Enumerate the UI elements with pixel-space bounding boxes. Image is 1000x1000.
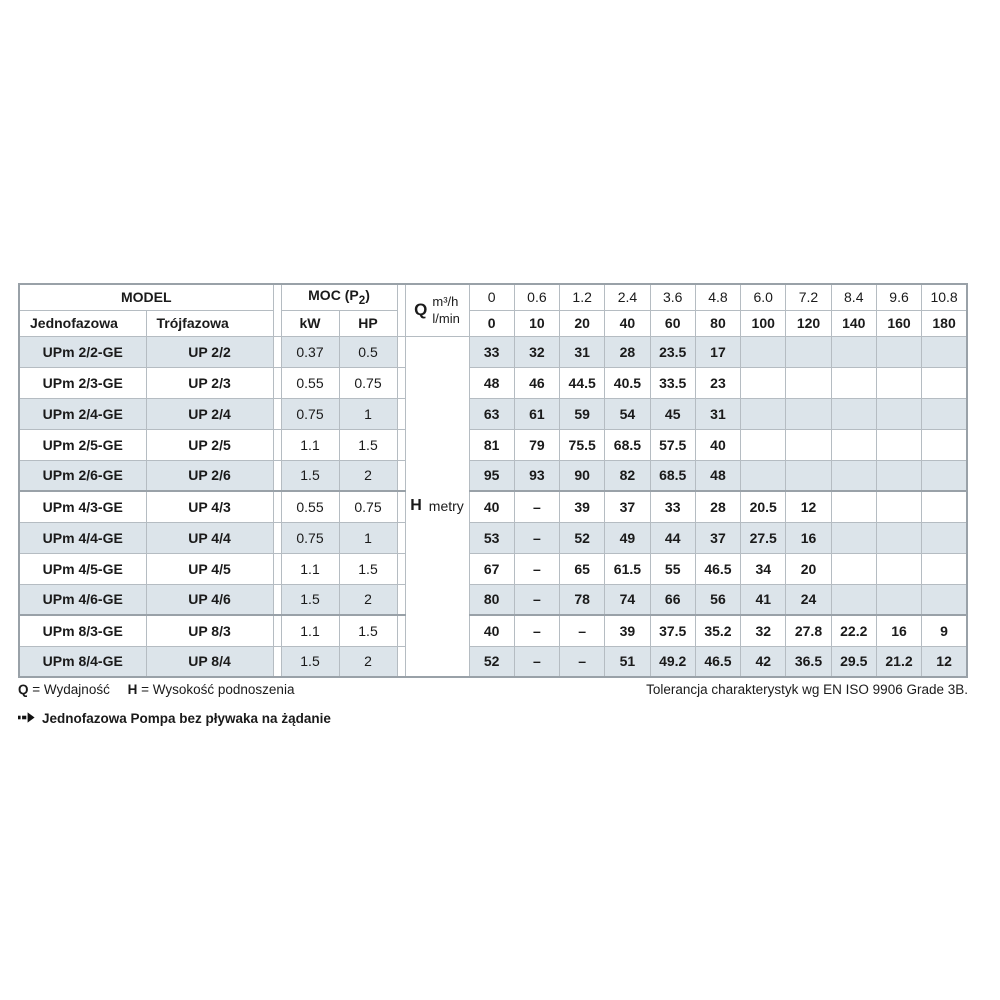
q-lmin-value: 100 bbox=[741, 310, 786, 336]
hp-value-cell: 1.5 bbox=[339, 553, 397, 584]
head-value-cell: 52 bbox=[469, 646, 514, 677]
table-body bbox=[19, 336, 967, 677]
column-gap bbox=[397, 460, 405, 491]
hp-value-cell: 0.5 bbox=[339, 336, 397, 367]
head-value-cell bbox=[876, 553, 921, 584]
q-lmin-value: 140 bbox=[831, 310, 876, 336]
column-gap bbox=[273, 336, 281, 367]
head-value-cell: 45 bbox=[650, 398, 695, 429]
head-value-cell: 40 bbox=[469, 615, 514, 646]
head-value-cell: 16 bbox=[786, 522, 831, 553]
header-row-2 bbox=[19, 310, 967, 336]
column-gap bbox=[273, 284, 281, 336]
head-value-cell: 49 bbox=[605, 522, 650, 553]
q-m3h-value: 10.8 bbox=[922, 284, 967, 310]
head-value-cell: 40.5 bbox=[605, 367, 650, 398]
h-unit: metry bbox=[428, 498, 464, 515]
head-value-cell: 55 bbox=[650, 553, 695, 584]
head-value-cell bbox=[786, 367, 831, 398]
header-row-1 bbox=[19, 284, 967, 310]
head-value-cell bbox=[876, 429, 921, 460]
q-lmin-value: 20 bbox=[560, 310, 605, 336]
q-m3h-value: 9.6 bbox=[876, 284, 921, 310]
q-unit-m3h: m³/h bbox=[432, 293, 459, 309]
trojfazowa-model-cell: UP 2/4 bbox=[146, 398, 273, 429]
kw-value-cell: 1.5 bbox=[281, 646, 339, 677]
head-value-cell bbox=[922, 336, 967, 367]
head-value-cell bbox=[741, 398, 786, 429]
head-value-cell: 40 bbox=[469, 491, 514, 522]
table-row bbox=[19, 429, 967, 460]
kw-value-cell: 0.75 bbox=[281, 522, 339, 553]
head-value-cell: 23 bbox=[695, 367, 740, 398]
moc-column-group-header bbox=[281, 284, 397, 310]
q-m3h-value: 6.0 bbox=[741, 284, 786, 310]
arrow-icon bbox=[18, 711, 35, 726]
trojfazowa-column-header: Trójfazowa bbox=[146, 310, 273, 336]
head-value-cell: 78 bbox=[560, 584, 605, 615]
head-value-cell: 32 bbox=[514, 336, 559, 367]
jednofazowa-model-cell: UPm 8/4-GE bbox=[19, 646, 146, 677]
column-gap bbox=[397, 491, 405, 522]
column-gap bbox=[397, 584, 405, 615]
head-value-cell: 95 bbox=[469, 460, 514, 491]
head-value-cell: – bbox=[514, 646, 559, 677]
head-value-cell bbox=[922, 553, 967, 584]
trojfazowa-model-cell: UP 2/6 bbox=[146, 460, 273, 491]
head-value-cell bbox=[922, 522, 967, 553]
legend-h-label: H bbox=[127, 682, 138, 697]
q-lmin-value: 160 bbox=[876, 310, 921, 336]
head-value-cell: 16 bbox=[876, 615, 921, 646]
column-gap bbox=[397, 553, 405, 584]
trojfazowa-model-cell: UP 8/3 bbox=[146, 615, 273, 646]
head-value-cell: 39 bbox=[560, 491, 605, 522]
hp-value-cell: 2 bbox=[339, 646, 397, 677]
footnote-note-row bbox=[18, 711, 331, 726]
q-flow-header bbox=[405, 284, 469, 336]
trojfazowa-model-cell: UP 4/4 bbox=[146, 522, 273, 553]
head-value-cell: 28 bbox=[695, 491, 740, 522]
trojfazowa-model-cell: UP 2/2 bbox=[146, 336, 273, 367]
q-lmin-value: 10 bbox=[514, 310, 559, 336]
pump-spec-table-wrap bbox=[18, 283, 968, 678]
tolerance-note: Tolerancja charakterystyk wg EN ISO 9906 Grade 3B. bbox=[646, 682, 968, 697]
legend-q-text: = Wydajność bbox=[32, 682, 110, 697]
head-value-cell: 21.2 bbox=[876, 646, 921, 677]
head-value-cell bbox=[876, 460, 921, 491]
head-value-cell bbox=[786, 336, 831, 367]
trojfazowa-model-cell: UP 4/6 bbox=[146, 584, 273, 615]
head-value-cell: 17 bbox=[695, 336, 740, 367]
head-value-cell bbox=[876, 584, 921, 615]
model-column-group-header: MODEL bbox=[19, 284, 273, 310]
q-m3h-value: 2.4 bbox=[605, 284, 650, 310]
table-header bbox=[19, 284, 967, 336]
head-value-cell: 37.5 bbox=[650, 615, 695, 646]
column-gap bbox=[273, 491, 281, 522]
single-phase-note: Jednofazowa Pompa bez pływaka na żądanie bbox=[42, 711, 331, 726]
head-value-cell bbox=[786, 429, 831, 460]
legend-q-label: Q bbox=[18, 682, 29, 697]
head-value-cell bbox=[741, 336, 786, 367]
q-m3h-value: 1.2 bbox=[560, 284, 605, 310]
head-value-cell bbox=[922, 460, 967, 491]
hp-value-cell: 2 bbox=[339, 460, 397, 491]
column-gap bbox=[397, 615, 405, 646]
column-gap bbox=[397, 367, 405, 398]
head-value-cell: 37 bbox=[605, 491, 650, 522]
jednofazowa-model-cell: UPm 4/4-GE bbox=[19, 522, 146, 553]
table-row bbox=[19, 336, 967, 367]
q-lmin-value: 60 bbox=[650, 310, 695, 336]
head-value-cell: – bbox=[560, 646, 605, 677]
head-value-cell: 40 bbox=[695, 429, 740, 460]
head-value-cell bbox=[831, 336, 876, 367]
table-row bbox=[19, 553, 967, 584]
moc-label: MOC (P bbox=[308, 287, 359, 304]
moc-label-sub: 2 bbox=[358, 294, 366, 308]
table-row bbox=[19, 646, 967, 677]
kw-value-cell: 1.1 bbox=[281, 429, 339, 460]
q-units bbox=[432, 293, 459, 328]
column-gap bbox=[397, 522, 405, 553]
jednofazowa-model-cell: UPm 2/2-GE bbox=[19, 336, 146, 367]
head-value-cell: 68.5 bbox=[605, 429, 650, 460]
head-value-cell: 82 bbox=[605, 460, 650, 491]
kw-value-cell: 0.55 bbox=[281, 491, 339, 522]
legend-h-text: = Wysokość podnoszenia bbox=[141, 682, 295, 697]
head-value-cell: 46.5 bbox=[695, 553, 740, 584]
hp-value-cell: 1.5 bbox=[339, 615, 397, 646]
kw-value-cell: 0.37 bbox=[281, 336, 339, 367]
table-row bbox=[19, 491, 967, 522]
head-value-cell bbox=[922, 398, 967, 429]
trojfazowa-model-cell: UP 2/3 bbox=[146, 367, 273, 398]
hp-column-header: HP bbox=[339, 310, 397, 336]
head-value-cell: 53 bbox=[469, 522, 514, 553]
head-value-cell bbox=[831, 522, 876, 553]
head-value-cell bbox=[922, 584, 967, 615]
column-gap bbox=[273, 367, 281, 398]
head-value-cell: 57.5 bbox=[650, 429, 695, 460]
head-value-cell: 35.2 bbox=[695, 615, 740, 646]
head-value-cell: 44 bbox=[650, 522, 695, 553]
kw-value-cell: 1.5 bbox=[281, 460, 339, 491]
head-value-cell: 80 bbox=[469, 584, 514, 615]
head-value-cell bbox=[876, 336, 921, 367]
head-value-cell: 48 bbox=[469, 367, 514, 398]
q-lmin-value: 120 bbox=[786, 310, 831, 336]
column-gap bbox=[397, 429, 405, 460]
hp-value-cell: 0.75 bbox=[339, 491, 397, 522]
q-m3h-value: 7.2 bbox=[786, 284, 831, 310]
jednofazowa-model-cell: UPm 4/5-GE bbox=[19, 553, 146, 584]
column-gap bbox=[273, 553, 281, 584]
head-value-cell bbox=[831, 584, 876, 615]
head-value-cell: 48 bbox=[695, 460, 740, 491]
head-value-cell: – bbox=[560, 615, 605, 646]
hp-value-cell: 2 bbox=[339, 584, 397, 615]
jednofazowa-model-cell: UPm 4/3-GE bbox=[19, 491, 146, 522]
q-m3h-value: 3.6 bbox=[650, 284, 695, 310]
head-value-cell bbox=[831, 553, 876, 584]
head-value-cell: 56 bbox=[695, 584, 740, 615]
head-value-cell: 65 bbox=[560, 553, 605, 584]
table-row bbox=[19, 398, 967, 429]
trojfazowa-model-cell: UP 8/4 bbox=[146, 646, 273, 677]
head-value-cell: – bbox=[514, 615, 559, 646]
head-value-cell bbox=[876, 491, 921, 522]
head-value-cell: 31 bbox=[695, 398, 740, 429]
head-value-cell: 46.5 bbox=[695, 646, 740, 677]
head-value-cell: 33 bbox=[469, 336, 514, 367]
h-metry-cell bbox=[405, 336, 469, 677]
head-value-cell: 12 bbox=[786, 491, 831, 522]
column-gap bbox=[397, 336, 405, 367]
head-value-cell: 27.8 bbox=[786, 615, 831, 646]
head-value-cell: 49.2 bbox=[650, 646, 695, 677]
head-value-cell bbox=[741, 460, 786, 491]
head-value-cell bbox=[876, 367, 921, 398]
column-gap bbox=[273, 460, 281, 491]
jednofazowa-model-cell: UPm 2/6-GE bbox=[19, 460, 146, 491]
head-value-cell: 74 bbox=[605, 584, 650, 615]
trojfazowa-model-cell: UP 4/3 bbox=[146, 491, 273, 522]
head-value-cell: 51 bbox=[605, 646, 650, 677]
head-value-cell: 63 bbox=[469, 398, 514, 429]
head-value-cell: 28 bbox=[605, 336, 650, 367]
q-m3h-value: 8.4 bbox=[831, 284, 876, 310]
head-value-cell bbox=[831, 367, 876, 398]
head-value-cell: 52 bbox=[560, 522, 605, 553]
head-value-cell: 41 bbox=[741, 584, 786, 615]
head-value-cell bbox=[786, 460, 831, 491]
jednofazowa-model-cell: UPm 2/4-GE bbox=[19, 398, 146, 429]
kw-value-cell: 1.1 bbox=[281, 615, 339, 646]
h-label: H bbox=[410, 497, 422, 515]
head-value-cell bbox=[922, 491, 967, 522]
head-value-cell: – bbox=[514, 491, 559, 522]
jednofazowa-model-cell: UPm 2/3-GE bbox=[19, 367, 146, 398]
head-value-cell: 54 bbox=[605, 398, 650, 429]
head-value-cell: 61.5 bbox=[605, 553, 650, 584]
column-gap bbox=[397, 284, 405, 336]
column-gap bbox=[273, 398, 281, 429]
q-m3h-value: 0.6 bbox=[514, 284, 559, 310]
q-header-content bbox=[406, 293, 469, 328]
head-value-cell: 75.5 bbox=[560, 429, 605, 460]
jednofazowa-column-header: Jednofazowa bbox=[19, 310, 146, 336]
q-m3h-value: 4.8 bbox=[695, 284, 740, 310]
head-value-cell: 33 bbox=[650, 491, 695, 522]
head-value-cell: 68.5 bbox=[650, 460, 695, 491]
moc-label-suffix: ) bbox=[365, 287, 370, 304]
hp-value-cell: 0.75 bbox=[339, 367, 397, 398]
kw-value-cell: 0.55 bbox=[281, 367, 339, 398]
column-gap bbox=[273, 522, 281, 553]
q-lmin-value: 0 bbox=[469, 310, 514, 336]
head-value-cell bbox=[741, 367, 786, 398]
h-metry-content bbox=[406, 497, 469, 515]
legend-text bbox=[18, 682, 294, 697]
head-value-cell: 12 bbox=[922, 646, 967, 677]
head-value-cell: 20 bbox=[786, 553, 831, 584]
head-value-cell: 39 bbox=[605, 615, 650, 646]
column-gap bbox=[273, 429, 281, 460]
head-value-cell: 24 bbox=[786, 584, 831, 615]
head-value-cell: 59 bbox=[560, 398, 605, 429]
head-value-cell: 32 bbox=[741, 615, 786, 646]
head-value-cell bbox=[876, 522, 921, 553]
kw-value-cell: 0.75 bbox=[281, 398, 339, 429]
head-value-cell: 44.5 bbox=[560, 367, 605, 398]
head-value-cell: 27.5 bbox=[741, 522, 786, 553]
head-value-cell: 22.2 bbox=[831, 615, 876, 646]
head-value-cell bbox=[831, 491, 876, 522]
head-value-cell: 61 bbox=[514, 398, 559, 429]
head-value-cell: 31 bbox=[560, 336, 605, 367]
head-value-cell: 81 bbox=[469, 429, 514, 460]
column-gap bbox=[273, 615, 281, 646]
column-gap bbox=[397, 646, 405, 677]
head-value-cell: 42 bbox=[741, 646, 786, 677]
trojfazowa-model-cell: UP 2/5 bbox=[146, 429, 273, 460]
head-value-cell bbox=[922, 429, 967, 460]
q-unit-lmin: l/min bbox=[432, 311, 460, 327]
footnote-legend-row bbox=[18, 682, 968, 697]
head-value-cell: 90 bbox=[560, 460, 605, 491]
head-value-cell: – bbox=[514, 522, 559, 553]
head-value-cell bbox=[786, 398, 831, 429]
q-label: Q bbox=[414, 300, 428, 320]
head-value-cell: – bbox=[514, 553, 559, 584]
head-value-cell: 33.5 bbox=[650, 367, 695, 398]
table-row bbox=[19, 460, 967, 491]
table-row bbox=[19, 367, 967, 398]
head-value-cell bbox=[876, 398, 921, 429]
table-row bbox=[19, 615, 967, 646]
q-lmin-value: 80 bbox=[695, 310, 740, 336]
head-value-cell: 79 bbox=[514, 429, 559, 460]
q-lmin-value: 180 bbox=[922, 310, 967, 336]
head-value-cell: 36.5 bbox=[786, 646, 831, 677]
head-value-cell bbox=[831, 398, 876, 429]
head-value-cell: 23.5 bbox=[650, 336, 695, 367]
head-value-cell: 37 bbox=[695, 522, 740, 553]
head-value-cell bbox=[741, 429, 786, 460]
head-value-cell: 66 bbox=[650, 584, 695, 615]
head-value-cell bbox=[831, 460, 876, 491]
kw-value-cell: 1.5 bbox=[281, 584, 339, 615]
trojfazowa-model-cell: UP 4/5 bbox=[146, 553, 273, 584]
head-value-cell: 46 bbox=[514, 367, 559, 398]
q-lmin-value: 40 bbox=[605, 310, 650, 336]
column-gap bbox=[273, 646, 281, 677]
head-value-cell: 34 bbox=[741, 553, 786, 584]
head-value-cell: – bbox=[514, 584, 559, 615]
head-value-cell: 67 bbox=[469, 553, 514, 584]
hp-value-cell: 1 bbox=[339, 522, 397, 553]
pump-spec-table bbox=[18, 283, 968, 678]
head-value-cell: 20.5 bbox=[741, 491, 786, 522]
head-value-cell bbox=[831, 429, 876, 460]
column-gap bbox=[397, 398, 405, 429]
column-gap bbox=[273, 584, 281, 615]
hp-value-cell: 1 bbox=[339, 398, 397, 429]
hp-value-cell: 1.5 bbox=[339, 429, 397, 460]
jednofazowa-model-cell: UPm 4/6-GE bbox=[19, 584, 146, 615]
head-value-cell bbox=[922, 367, 967, 398]
head-value-cell: 29.5 bbox=[831, 646, 876, 677]
kw-column-header: kW bbox=[281, 310, 339, 336]
table-row bbox=[19, 522, 967, 553]
head-value-cell: 93 bbox=[514, 460, 559, 491]
jednofazowa-model-cell: UPm 2/5-GE bbox=[19, 429, 146, 460]
q-m3h-value: 0 bbox=[469, 284, 514, 310]
kw-value-cell: 1.1 bbox=[281, 553, 339, 584]
table-row bbox=[19, 584, 967, 615]
jednofazowa-model-cell: UPm 8/3-GE bbox=[19, 615, 146, 646]
head-value-cell: 9 bbox=[922, 615, 967, 646]
